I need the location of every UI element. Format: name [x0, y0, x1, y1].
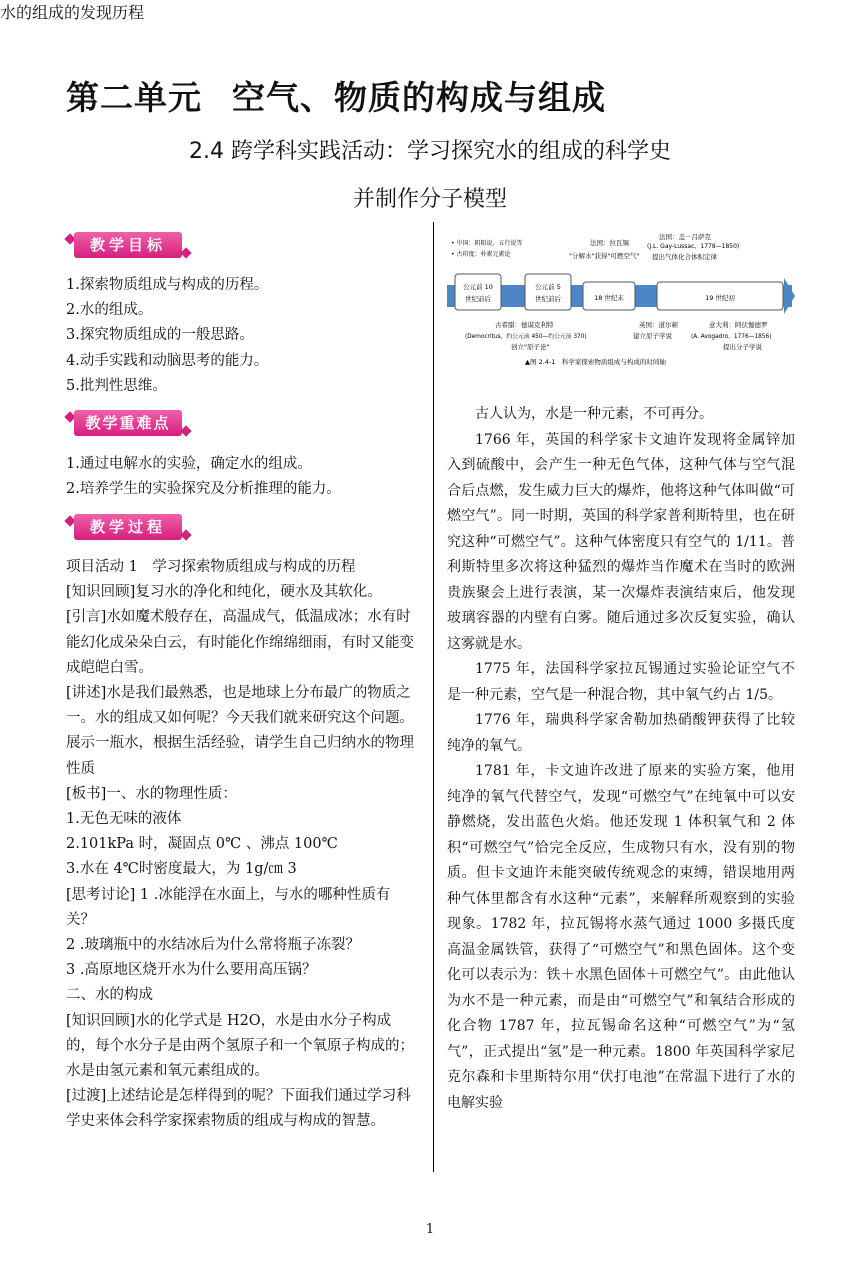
timeline-box	[455, 274, 501, 310]
key-points-badge: 教学重难点	[66, 410, 190, 440]
svg-text:18 世纪末: 18 世纪末	[594, 294, 624, 302]
timeline-label: 提出气体化合体积定律	[652, 253, 717, 261]
paragraph: 3 .高原地区烧开水为什么要用高压锅？	[66, 962, 317, 979]
key-points-list	[66, 452, 416, 502]
paragraph: 1766 年，英国的科学家卡文迪许发现将金属锌加入到硫酸中，会产生一种无色气体，这种气体与空气混合后点燃，发生威力巨大的爆炸，他将这种气体叫做“可燃空气”。同一时期，英国的科学家普利斯特里，也在研究这种“可燃空气”。这种气体密度只有空气的 1/11。普利斯特里多次将这种猛烈的爆炸当作魔术在当时的欧洲贵族聚会上进行表演，某一次爆炸表演结束后，他发现玻璃容器的内壁有白雾。随后通过多次反复实验，确认这雾就是水。	[447, 431, 795, 652]
paragraph: [引言]水如魔术般存在，高温成气，低温成冰；水有时能幻化成朵朵白云，有时能化作绵绵细雨，有时又能变成皑皑白雪。	[66, 609, 414, 676]
svg-text:世纪前后: 世纪前后	[465, 295, 491, 303]
paragraph: 1775 年，法国科学家拉瓦锡通过实验论证空气不是一种元素，空气是一种混合物，其中氧气约占 1/5。	[447, 661, 795, 703]
list-item: 4.动手实践和动脑思考的能力。	[66, 352, 269, 369]
list-item: 5.批判性思维。	[66, 377, 167, 394]
objectives-list	[66, 273, 416, 399]
paragraph: [板书]一、水的物理性质：	[66, 785, 237, 802]
paragraph: 2 .玻璃瓶中的水结冰后为什么常将瓶子冻裂？	[66, 937, 360, 954]
svg-text:19 世纪初: 19 世纪初	[705, 294, 735, 302]
paragraph: 1776 年，瑞典科学家舍勒加热硝酸钾获得了比较纯净的氧气。	[447, 712, 795, 754]
list-item: 1.通过电解水的实验，确定水的组成。	[66, 456, 312, 472]
section-heading: 水的组成的发现历程	[0, 3, 145, 22]
paragraph: [知识回顾]复习水的净化和纯化，硬水及其软化。	[66, 584, 382, 601]
timeline-arrow	[784, 278, 795, 314]
timeline-label: "分解水"获得"可燃空气"	[569, 252, 640, 260]
paragraph: 1.无色无味的液体	[66, 811, 182, 828]
history-text	[447, 402, 795, 1116]
page-number: 1	[425, 1222, 435, 1237]
figure-caption: ▲图 2.4-1 科学家探索物质组成与构成的时间轴	[525, 358, 666, 366]
paragraph: 3.水在 4℃时密度最大，为 1g/㎝ 3	[66, 861, 297, 878]
lesson-title: 2.4 跨学科实践活动：学习探究水的组成的科学史	[189, 139, 671, 164]
lesson-subtitle: 并制作分子模型	[352, 187, 507, 212]
paragraph: [知识回顾]水的化学式是 H2O，水是由水分子构成的，每个水分子是由两个氢原子和一个氧原子构成的；水是由氢元素和氧元素组成的。	[66, 1012, 414, 1080]
list-item: 3.探究物质组成的一般思路。	[66, 327, 254, 344]
paragraph: 古人认为，水是一种元素，不可再分。	[475, 406, 713, 422]
paragraph: [思考讨论] 1 .冰能浮在水面上，与水的哪种性质有关？	[66, 886, 391, 928]
timeline-label: • 中国：阴阳说、五行说等	[451, 240, 523, 247]
paragraph: 1781 年，卡文迪许改进了原来的实验方案，他用纯净的氧气代替空气，发现“可燃空气”在纯氧中可以安静燃烧，发出蓝色火焰。他还发现 1 体积氧气和 2 体积“可燃空气”恰完全反应，生成物只有水，没有别的物质。但卡文迪许未能突破传统观念的束缚，错误地用两种气体里都含有水这种“元素”，来解释所观察到的实验现象。1782 年，拉瓦锡将水蒸气通过 1000 多摄氏度高温金属铁管，获得了“可燃空气”和黑色固体。这个变化可以表示为：铁＋水黑色固体＋可燃空气”。由此他认为水不是一种元素，而是由“可燃空气”和氧结合形成的化合物 1787 年，拉瓦锡命名这种“可燃空气”为“氢气”，正式提出“氢”是一种元素。1800 年英国科学家尼克尔森和卡里斯特尔用“伏打电池”在常温下进行了水的电解实验	[447, 763, 795, 1111]
list-item: 1.探索物质组成与构成的历程。	[66, 277, 269, 293]
page-title	[66, 72, 606, 119]
timeline-label: (A. Avogadro，1776—1856)	[691, 334, 772, 340]
title-topic: 空气、物质的构成与组成	[232, 78, 606, 117]
column-divider	[433, 222, 434, 1172]
objectives-badge: 教学目标	[66, 232, 190, 262]
process-badge: 教学过程	[66, 514, 190, 544]
paragraph: 项目活动 1 学习探索物质组成与构成的历程	[66, 559, 356, 575]
timeline-label: 英国：道尔顿	[639, 321, 678, 329]
timeline-label: 法国：拉瓦锡	[590, 239, 629, 247]
list-item: 2.水的组成。	[66, 302, 153, 319]
paragraph: 二、水的构成	[66, 987, 153, 1004]
timeline-label: 提出分子学说	[723, 343, 762, 351]
timeline-label: 意大利：阿伏伽德罗	[709, 321, 768, 329]
timeline-label: 古希腊：德谟克利特	[495, 321, 554, 329]
timeline-figure	[447, 230, 795, 370]
timeline-label: (J.L. Gay-Lussac，1778—1850)	[647, 243, 740, 250]
timeline-label: • 古印度：朴素元素论	[451, 251, 511, 258]
paragraph: [讲述]水是我们最熟悉，也是地球上分布最广的物质之一。水的组成又如何呢？今天我们就来研究这个问题。	[66, 685, 414, 727]
timeline-box	[525, 274, 571, 310]
paragraph: 展示一瓶水，根据生活经验，请学生自己归纳水的物理性质	[66, 735, 414, 777]
svg-text:公元前 10: 公元前 10	[463, 283, 493, 291]
title-unit: 第二单元	[66, 78, 202, 117]
timeline-label: 创立"原子论"	[511, 343, 550, 351]
process-text	[66, 555, 416, 1135]
list-item: 2.培养学生的实验探究及分析推理的能力。	[66, 481, 341, 498]
svg-text:公元前 5: 公元前 5	[535, 283, 561, 291]
timeline-label: (Democritus，约公元前 450—约公元前 370)	[465, 334, 587, 340]
timeline-label: 建立原子学说	[633, 332, 672, 340]
paragraph: 2.101kPa 时，凝固点 0℃ 、沸点 100℃	[66, 836, 338, 853]
timeline-label: 法国：盖－吕萨克	[659, 233, 711, 241]
svg-text:世纪前后: 世纪前后	[535, 295, 561, 303]
paragraph: [过渡]上述结论是怎样得到的呢？下面我们通过学习科学史来体会科学家探索物质的组成与构成的智慧。	[66, 1088, 411, 1130]
